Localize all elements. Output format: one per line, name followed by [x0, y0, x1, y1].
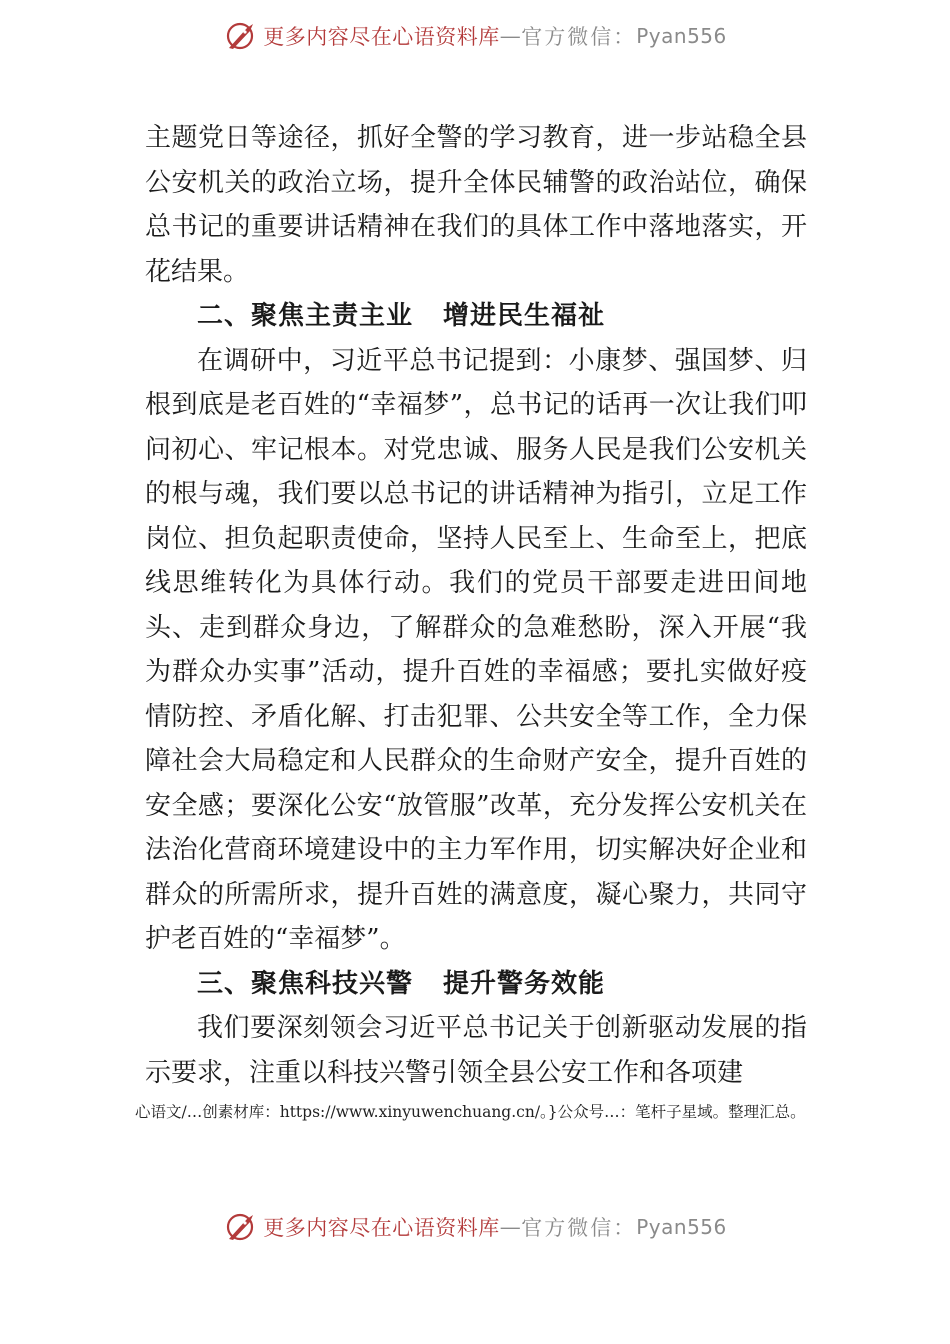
watermark-wechat-label: 官方微信：	[521, 25, 637, 49]
section-heading-3	[145, 962, 807, 1007]
section-heading-2-part-a: 二、聚焦主责主业	[197, 301, 414, 331]
watermark-header	[0, 14, 950, 58]
watermark-separator: —	[499, 24, 522, 48]
section-heading-3-part-b: 提升警务效能	[443, 968, 606, 999]
watermark-separator: —	[499, 1215, 522, 1239]
section-heading-2-part-b: 增进民生福祉	[443, 301, 606, 331]
pen-nib-logo-icon	[223, 1209, 259, 1245]
watermark-wechat-id: Pyan556	[636, 1215, 727, 1239]
paragraph-section-3: 我们要深刻领会习近平总书记关于创新驱动发展的指示要求，注重以科技兴警引领全县公安工作和各项建	[145, 1013, 807, 1088]
section-heading-2	[145, 294, 807, 339]
watermark-site: 更多内容尽在心语资料库	[263, 25, 500, 49]
document-body	[145, 116, 807, 1095]
pen-nib-logo-icon	[223, 18, 259, 54]
paragraph-continued: 主题党日等途径，抓好全警的学习教育，进一步站稳全县公安机关的政治立场，提升全体民辅警的政治站位，确保总书记的重要讲话精神在我们的具体工作中落地落实，开花结果。	[145, 123, 807, 287]
watermark-site: 更多内容尽在心语资料库	[263, 1216, 500, 1240]
watermark-wechat-id: Pyan556	[636, 24, 727, 48]
section-heading-3-part-a: 三、聚焦科技兴警	[197, 968, 414, 999]
watermark-wechat-label: 官方微信：	[521, 1216, 637, 1240]
source-footnote: 心语文/…创素材库：https://www.xinyuwenchuang.cn/。}公众号…：笔杆子星域。整理汇总。	[135, 1103, 806, 1121]
watermark-footer	[0, 1205, 950, 1249]
paragraph-section-2: 在调研中，习近平总书记提到：小康梦、强国梦、归根到底是老百姓的“幸福梦”，总书记的话再一次让我们叩问初心、牢记根本。对党忠诚、服务人民是我们公安机关的根与魂，我们要以总书记的讲话精神为指引，立足工作岗位、担负起职责使命，坚持人民至上、生命至上，把底线思维转化为具体行动。我们的党员干部要走进田间地头、走到群众身边，了解群众的急难愁盼，深入开展“我为群众办实事”活动，提升百姓的幸福感；要扎实做好疫情防控、矛盾化解、打击犯罪、公共安全等工作，全力保障社会大局稳定和人民群众的生命财产安全，提升百姓的安全感；要深化公安“放管服”改革，充分发挥公安机关在法治化营商环境建设中的主力军作用，切实解决好企业和群众的所需所求，提升百姓的满意度，凝心聚力，共同守护老百姓的“幸福梦”。	[145, 345, 807, 954]
